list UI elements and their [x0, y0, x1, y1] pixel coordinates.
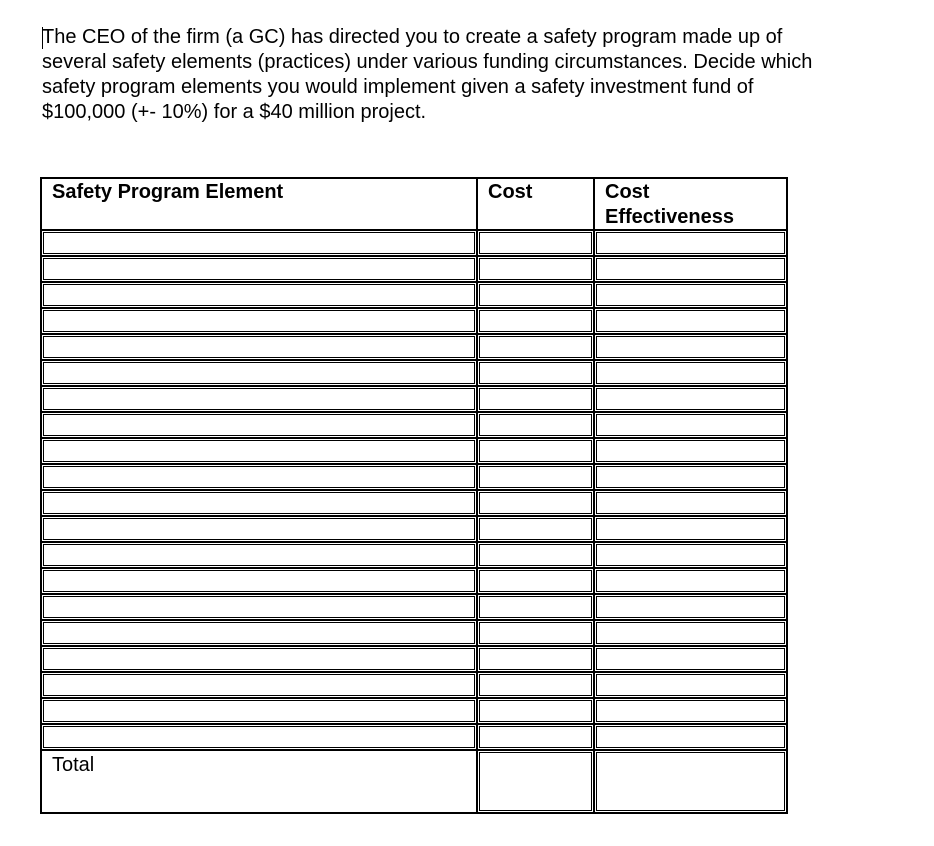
table-cell-cost[interactable] — [478, 673, 595, 699]
table-cell-cost[interactable] — [478, 387, 595, 413]
table-cell-cost[interactable] — [478, 439, 595, 465]
table-cell-element[interactable] — [42, 647, 478, 673]
table-cell-effectiveness[interactable] — [595, 543, 786, 569]
table-cell-element[interactable] — [42, 699, 478, 725]
table-cell-effectiveness[interactable] — [595, 387, 786, 413]
table-cell-effectiveness[interactable] — [595, 361, 786, 387]
table-cell-cost[interactable] — [478, 595, 595, 621]
total-label: Total — [52, 754, 95, 776]
table-cell-element[interactable] — [42, 387, 478, 413]
table-cell-element[interactable] — [42, 517, 478, 543]
table-cell-cost[interactable] — [478, 309, 595, 335]
header-label: Effectiveness — [605, 206, 734, 228]
table-cell-effectiveness[interactable] — [595, 491, 786, 517]
table-cell-element[interactable] — [42, 309, 478, 335]
prompt-line: $100,000 (+- 10%) for a $40 million project. — [42, 101, 427, 123]
assignment-prompt — [42, 25, 922, 125]
total-cell-cost[interactable] — [478, 751, 595, 812]
table-cell-cost[interactable] — [478, 465, 595, 491]
table-cell-cost[interactable] — [478, 543, 595, 569]
table-cell-effectiveness[interactable] — [595, 647, 786, 673]
table-cell-effectiveness[interactable] — [595, 439, 786, 465]
table-cell-cost[interactable] — [478, 517, 595, 543]
table-cell-element[interactable] — [42, 231, 478, 257]
header-cost-effectiveness — [595, 179, 786, 231]
table-cell-element[interactable] — [42, 621, 478, 647]
table-cell-element[interactable] — [42, 725, 478, 751]
table-cell-effectiveness[interactable] — [595, 309, 786, 335]
table-cell-effectiveness[interactable] — [595, 465, 786, 491]
table-cell-cost[interactable] — [478, 569, 595, 595]
table-cell-cost[interactable] — [478, 725, 595, 751]
header-cost — [478, 179, 595, 231]
table-cell-element[interactable] — [42, 569, 478, 595]
header-label: Safety Program Element — [52, 181, 284, 203]
table-cell-effectiveness[interactable] — [595, 335, 786, 361]
table-cell-effectiveness[interactable] — [595, 621, 786, 647]
table-cell-effectiveness[interactable] — [595, 699, 786, 725]
prompt-line: safety program elements you would implement given a safety investment fund of — [42, 76, 754, 98]
table-cell-effectiveness[interactable] — [595, 413, 786, 439]
table-cell-cost[interactable] — [478, 283, 595, 309]
header-safety-program-element — [42, 179, 478, 231]
table-cell-element[interactable] — [42, 595, 478, 621]
table-cell-cost[interactable] — [478, 231, 595, 257]
table-cell-effectiveness[interactable] — [595, 595, 786, 621]
table-cell-element[interactable] — [42, 335, 478, 361]
table-cell-element[interactable] — [42, 543, 478, 569]
table-cell-element[interactable] — [42, 361, 478, 387]
table-cell-cost[interactable] — [478, 699, 595, 725]
table-cell-element[interactable] — [42, 439, 478, 465]
safety-program-table — [40, 177, 788, 814]
table-cell-effectiveness[interactable] — [595, 231, 786, 257]
header-label: Cost — [488, 181, 533, 203]
table-cell-cost[interactable] — [478, 647, 595, 673]
table-cell-effectiveness[interactable] — [595, 569, 786, 595]
total-cell-effectiveness[interactable] — [595, 751, 786, 812]
prompt-line: several safety elements (practices) under various funding circumstances. Decide which — [42, 51, 813, 73]
table-cell-cost[interactable] — [478, 361, 595, 387]
table-cell-cost[interactable] — [478, 335, 595, 361]
table-cell-element[interactable] — [42, 491, 478, 517]
table-cell-element[interactable] — [42, 413, 478, 439]
header-label: Cost — [605, 181, 650, 203]
table-cell-element[interactable] — [42, 465, 478, 491]
table-cell-cost[interactable] — [478, 621, 595, 647]
table-cell-element[interactable] — [42, 283, 478, 309]
table-cell-effectiveness[interactable] — [595, 725, 786, 751]
table-cell-effectiveness[interactable] — [595, 517, 786, 543]
table-cell-effectiveness[interactable] — [595, 673, 786, 699]
table-cell-effectiveness[interactable] — [595, 257, 786, 283]
table-cell-cost[interactable] — [478, 413, 595, 439]
table-cell-element[interactable] — [42, 673, 478, 699]
table-cell-cost[interactable] — [478, 257, 595, 283]
table-cell-element[interactable] — [42, 257, 478, 283]
total-label-cell — [42, 751, 478, 812]
table-cell-cost[interactable] — [478, 491, 595, 517]
table-cell-effectiveness[interactable] — [595, 283, 786, 309]
prompt-line: The CEO of the firm (a GC) has directed you to create a safety program made up of — [42, 26, 783, 48]
